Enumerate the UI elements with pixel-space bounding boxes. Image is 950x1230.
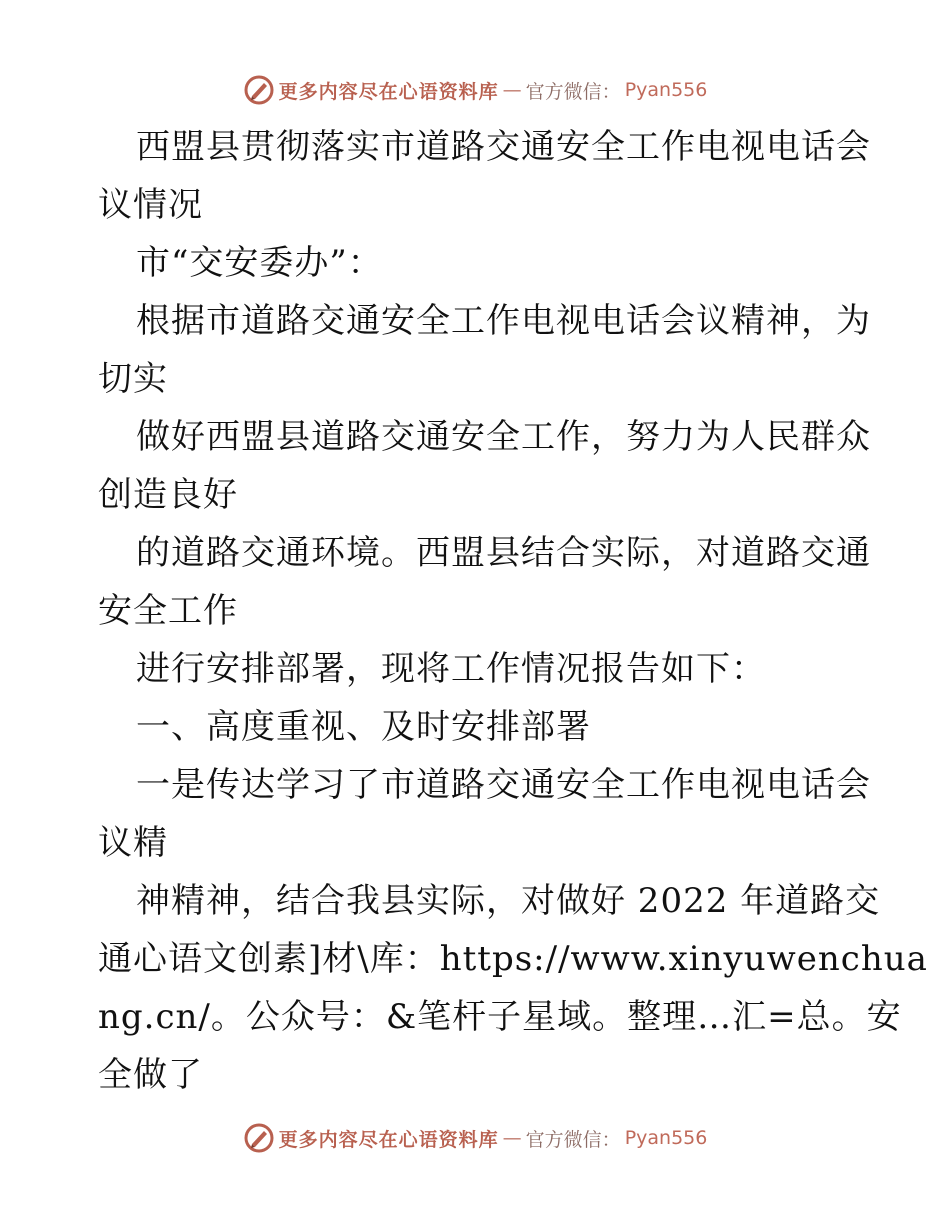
text-line: 西盟县贯彻落实市道路交通安全工作电视电话会 xyxy=(136,127,871,167)
document-body xyxy=(98,118,928,1104)
watermark-wechat-id: Pyan556 xyxy=(624,1127,708,1149)
text-line: 一、高度重视、及时安排部署 xyxy=(136,707,591,747)
pen-logo-icon xyxy=(243,1122,275,1154)
text-line: 通心语文创素]材\库：https://www.xinyuwenchua xyxy=(98,939,928,979)
text-line: 一是传达学习了市道路交通安全工作电视电话会 xyxy=(136,765,871,805)
pen-logo-icon xyxy=(243,74,275,106)
text-line: 切实 xyxy=(98,359,168,399)
watermark-header xyxy=(0,70,950,110)
text-line: 议精 xyxy=(98,823,168,863)
text-line: 做好西盟县道路交通安全工作，努力为人民群众 xyxy=(136,417,871,457)
watermark-main-text: 更多内容尽在心语资料库 xyxy=(278,80,499,103)
watermark-separator: — xyxy=(502,79,522,101)
watermark-footer xyxy=(0,1118,950,1158)
watermark-main-text: 更多内容尽在心语资料库 xyxy=(278,1128,499,1151)
text-line: 根据市道路交通安全工作电视电话会议精神，为 xyxy=(136,301,871,341)
text-line: ng.cn/。公众号：&笔杆子星域。整理…汇=总。安 xyxy=(98,997,902,1037)
text-line: 的道路交通环境。西盟县结合实际，对道路交通 xyxy=(136,533,871,573)
text-line: 市“交安委办”： xyxy=(136,243,383,283)
text-line: 进行安排部署，现将工作情况报告如下： xyxy=(136,649,766,689)
text-line: 全做了 xyxy=(98,1055,203,1095)
text-line: 安全工作 xyxy=(98,591,238,631)
watermark-separator: — xyxy=(502,1127,522,1149)
watermark-wechat-id: Pyan556 xyxy=(624,79,708,101)
text-line: 神精神，结合我县实际，对做好 2022 年道路交 xyxy=(136,881,881,921)
text-line: 议情况 xyxy=(98,185,203,225)
watermark-label: 官方微信： xyxy=(525,1128,621,1151)
watermark-label: 官方微信： xyxy=(525,80,621,103)
text-line: 创造良好 xyxy=(98,475,238,515)
